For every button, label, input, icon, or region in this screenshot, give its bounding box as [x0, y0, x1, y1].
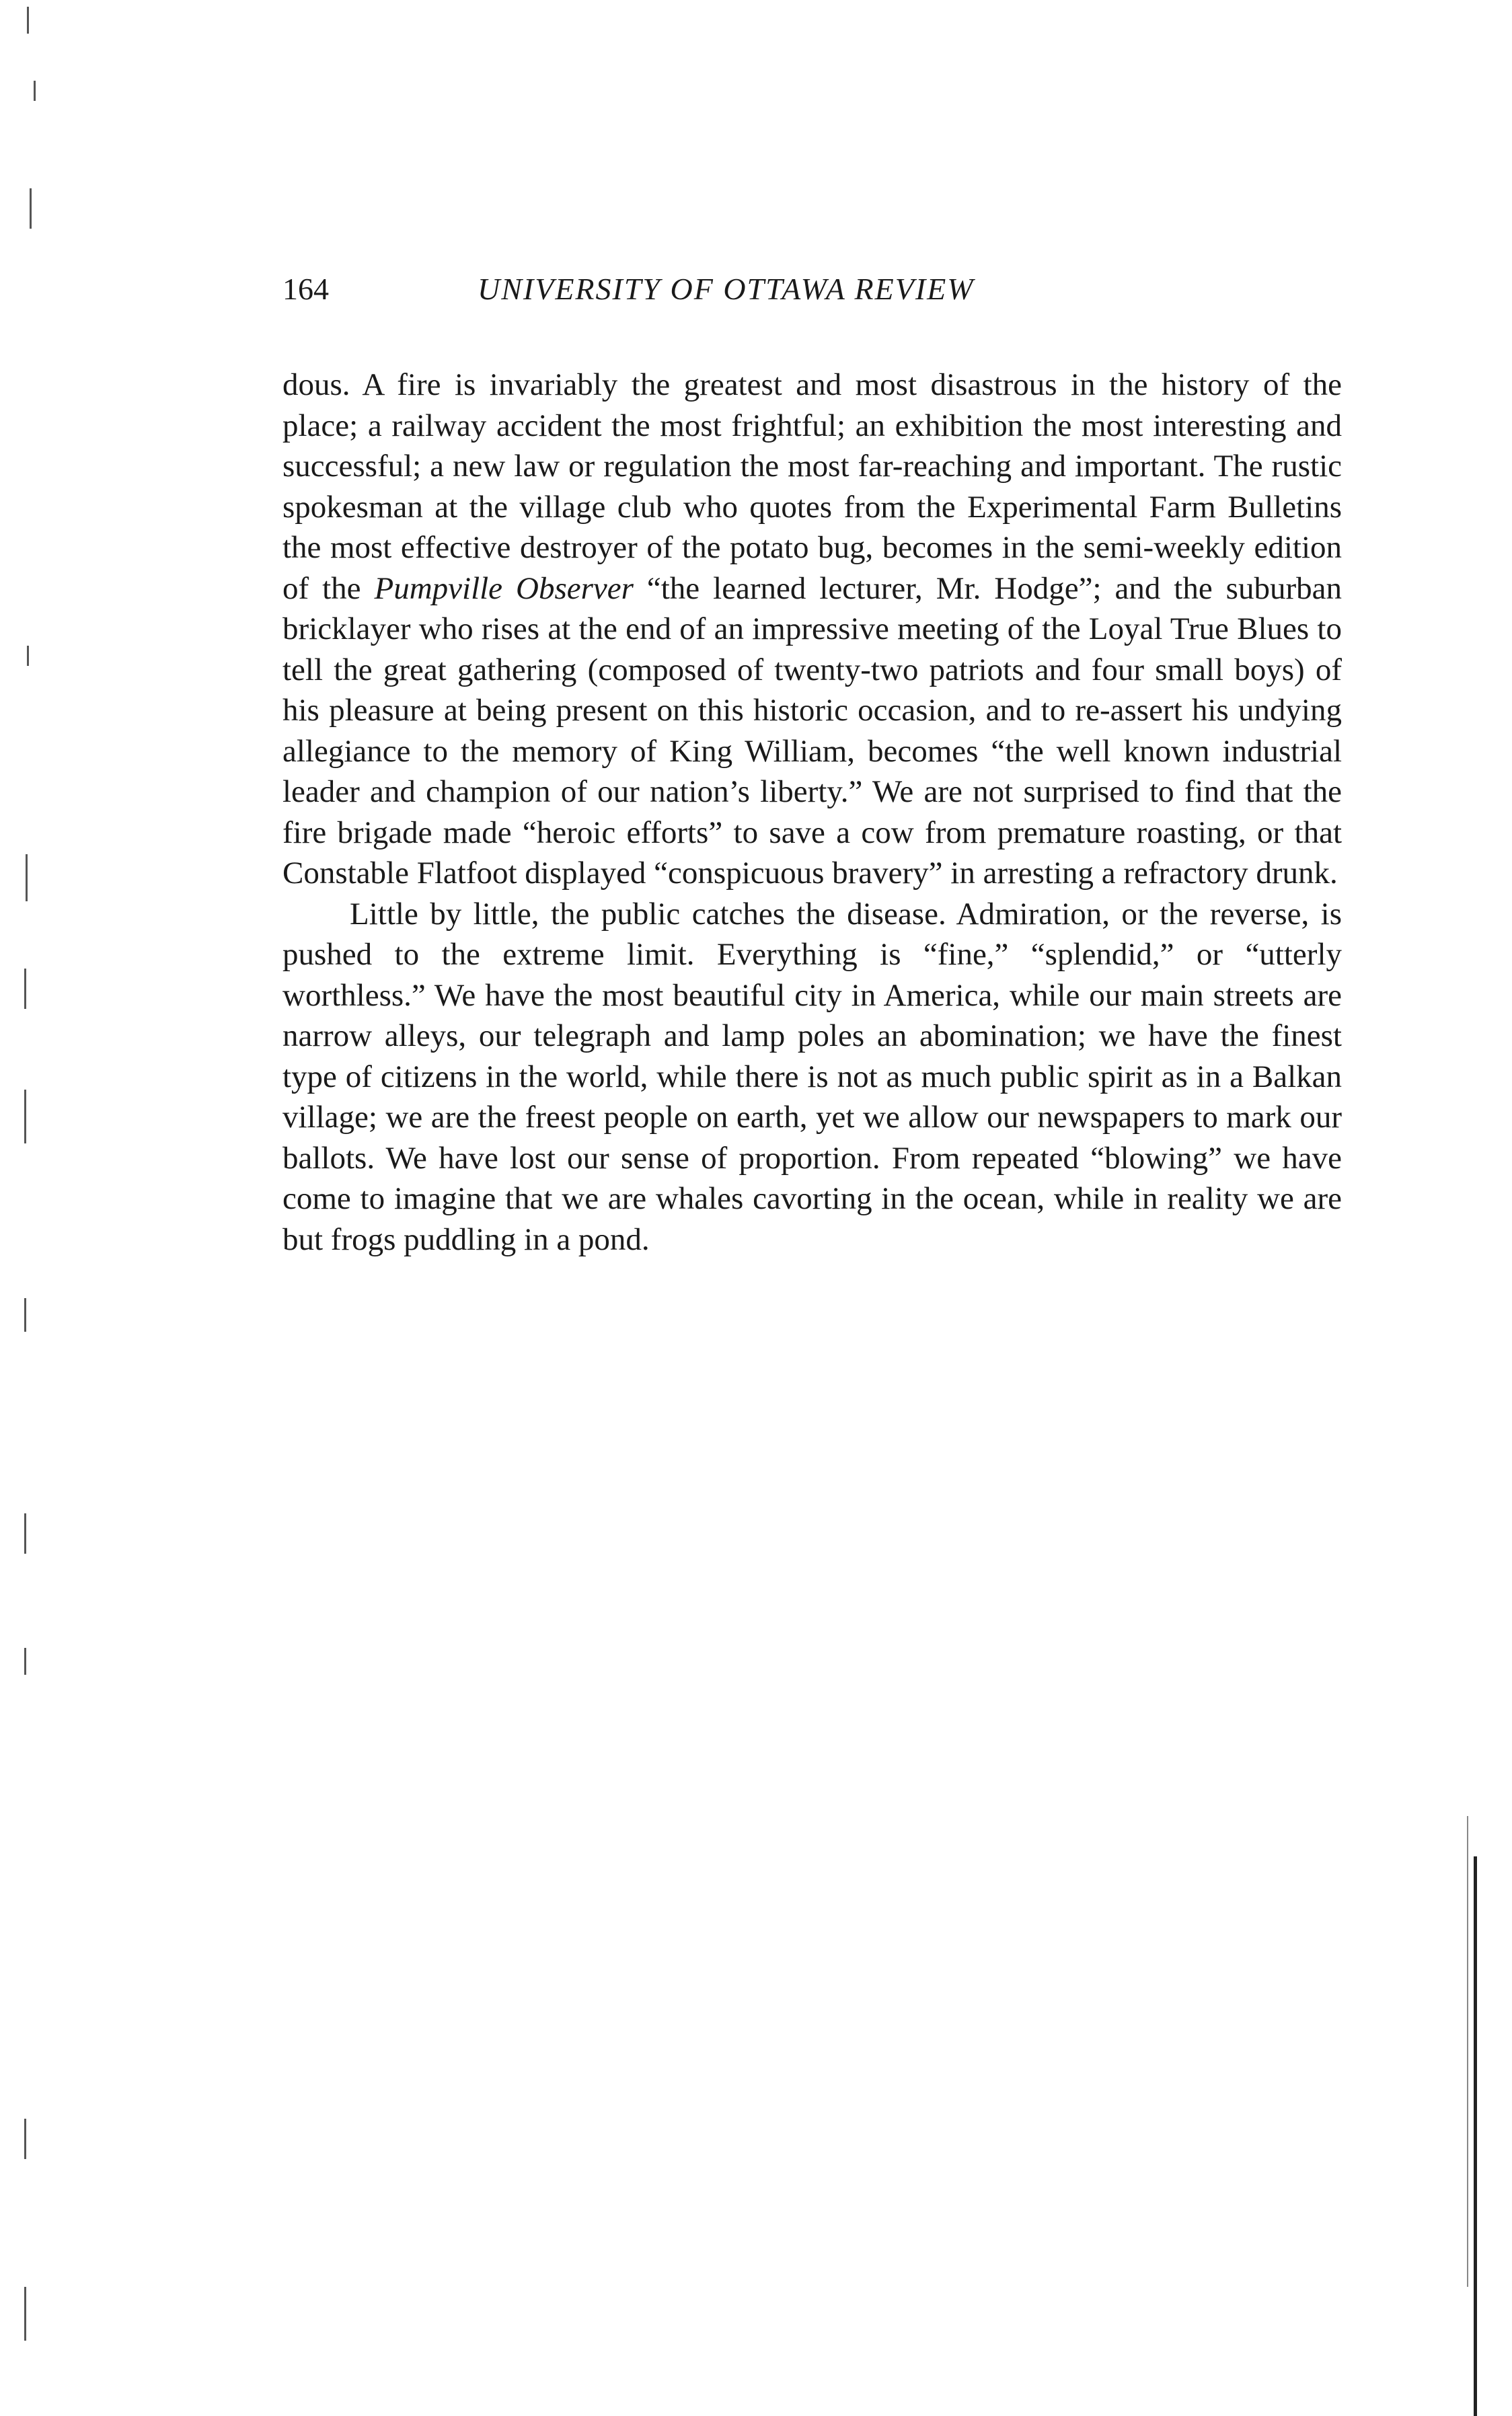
margin-speck [24, 969, 26, 1009]
margin-speck [24, 2119, 26, 2159]
running-head [282, 266, 1342, 313]
paragraph-1-text-b: “the learned lecturer, Mr. Hodge”; and the suburban bricklayer who rises at the end of an impressive meeting of the Loyal True Blues to tell the great gathering (composed of twenty-two patriots and four small boys) of his pleasure at being present on this historic occasion, and to re-assert his undying allegiance to the memory of King William, becomes “the well known industrial leader and champion of our nation’s liberty.” We are not surprised to find that the fire brigade made “heroic efforts” to save a cow from premature roasting, or that Constable Flatfoot displayed “conspicuous bravery” in arresting a refractory drunk. [282, 570, 1342, 891]
margin-speck [34, 81, 36, 101]
page-edge-shadow [1467, 1816, 1468, 2287]
page-number: 164 [282, 272, 329, 306]
margin-speck [27, 7, 29, 34]
margin-speck [24, 1513, 26, 1554]
paragraph-1-text-a: dous. A fire is invariably the greatest and most disastrous in the history of the place; a railway accident the most frightful; an exhibition the most interesting and successful; a new law or regulation the most far-reaching and important. The rustic spokesman at the village club who quotes from the Experimental Farm Bulletins the most effective destroyer of the potato bug, becomes in the semi-weekly edition of the [282, 367, 1342, 606]
journal-title: UNIVERSITY OF OTTAWA REVIEW [478, 272, 975, 306]
margin-speck [27, 646, 29, 666]
page-edge-rule [1474, 1856, 1477, 2416]
margin-speck [26, 854, 28, 901]
margin-speck [24, 1648, 26, 1675]
article-body [282, 365, 1342, 1260]
margin-speck [24, 2287, 26, 2341]
paragraph-2: Little by little, the public catches the disease. Admiration, or the reverse, is pushed to the extreme limit. Everything is “fine,” “splendid,” or “utterly worthless.” We have the most beautiful city in America, while our main streets are narrow alleys, our telegraph and lamp poles an abomination; we have the finest type of citizens in the world, while there is not as much public spirit as in a Balkan village; we are the freest people on earth, yet we allow our newspapers to mark our ballots. We have lost our sense of proportion. From repeated “blowing” we have come to imagine that we are whales cavorting in the ocean, while in reality we are but frogs puddling in a pond. [282, 896, 1342, 1257]
margin-speck [30, 188, 32, 229]
paragraph-1 [282, 365, 1342, 894]
margin-speck [24, 1090, 26, 1143]
newspaper-name: Pumpville Observer [374, 570, 634, 606]
margin-speck [24, 1298, 26, 1332]
